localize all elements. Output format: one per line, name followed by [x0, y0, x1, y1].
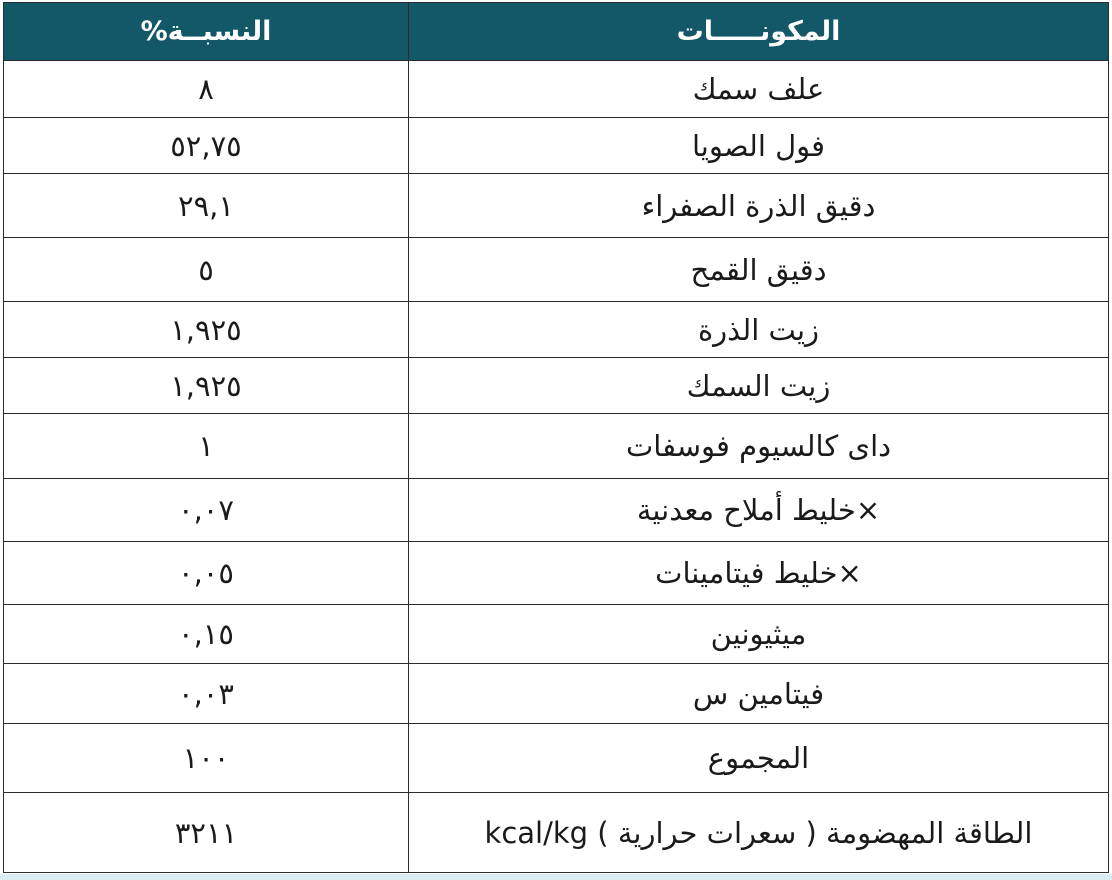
table-row	[4, 793, 1109, 873]
table-row	[4, 238, 1109, 302]
table-row	[4, 605, 1109, 664]
percent-cell: ١	[4, 414, 409, 479]
component-cell: دقيق الذرة الصفراء	[409, 174, 1109, 238]
percent-cell: ٠,٠٧	[4, 479, 409, 542]
header-percentage: النسبــة%	[4, 3, 409, 61]
percent-cell: ١,٩٢٥	[4, 302, 409, 358]
percent-cell: ١٠٠	[4, 724, 409, 793]
component-cell: زيت السمك	[409, 358, 1109, 414]
component-cell: فول الصويا	[409, 118, 1109, 174]
table-row	[4, 61, 1109, 118]
component-cell: دقيق القمح	[409, 238, 1109, 302]
component-cell: المجموع	[409, 724, 1109, 793]
component-cell: زيت الذرة	[409, 302, 1109, 358]
bottom-divider	[0, 874, 1112, 880]
table-row	[4, 414, 1109, 479]
table-row	[4, 724, 1109, 793]
table-row	[4, 542, 1109, 605]
table-row	[4, 358, 1109, 414]
component-cell: ×خليط فيتامينات	[409, 542, 1109, 605]
percent-cell: ٠,٠٥	[4, 542, 409, 605]
table-row	[4, 479, 1109, 542]
ingredients-table	[3, 2, 1109, 873]
percent-cell: ٥	[4, 238, 409, 302]
percent-cell: ٠,٠٣	[4, 664, 409, 724]
table-row	[4, 118, 1109, 174]
table-row	[4, 174, 1109, 238]
table-row	[4, 302, 1109, 358]
component-cell: فيتامين س	[409, 664, 1109, 724]
component-cell: ميثيونين	[409, 605, 1109, 664]
percent-cell: ٣٢١١	[4, 793, 409, 873]
component-cell: علف سمك	[409, 61, 1109, 118]
component-cell: ×خليط أملاح معدنية	[409, 479, 1109, 542]
percent-cell: ١,٩٢٥	[4, 358, 409, 414]
percent-cell: ٥٢,٧٥	[4, 118, 409, 174]
table-header-row	[4, 3, 1109, 61]
percent-cell: ٨	[4, 61, 409, 118]
percent-cell: ٠,١٥	[4, 605, 409, 664]
component-cell: داى كالسيوم فوسفات	[409, 414, 1109, 479]
table-row	[4, 664, 1109, 724]
component-cell: الطاقة المهضومة ( سعرات حرارية ) kcal/kg	[409, 793, 1109, 873]
percent-cell: ٢٩,١	[4, 174, 409, 238]
header-components: المكونـــــات	[409, 3, 1109, 61]
